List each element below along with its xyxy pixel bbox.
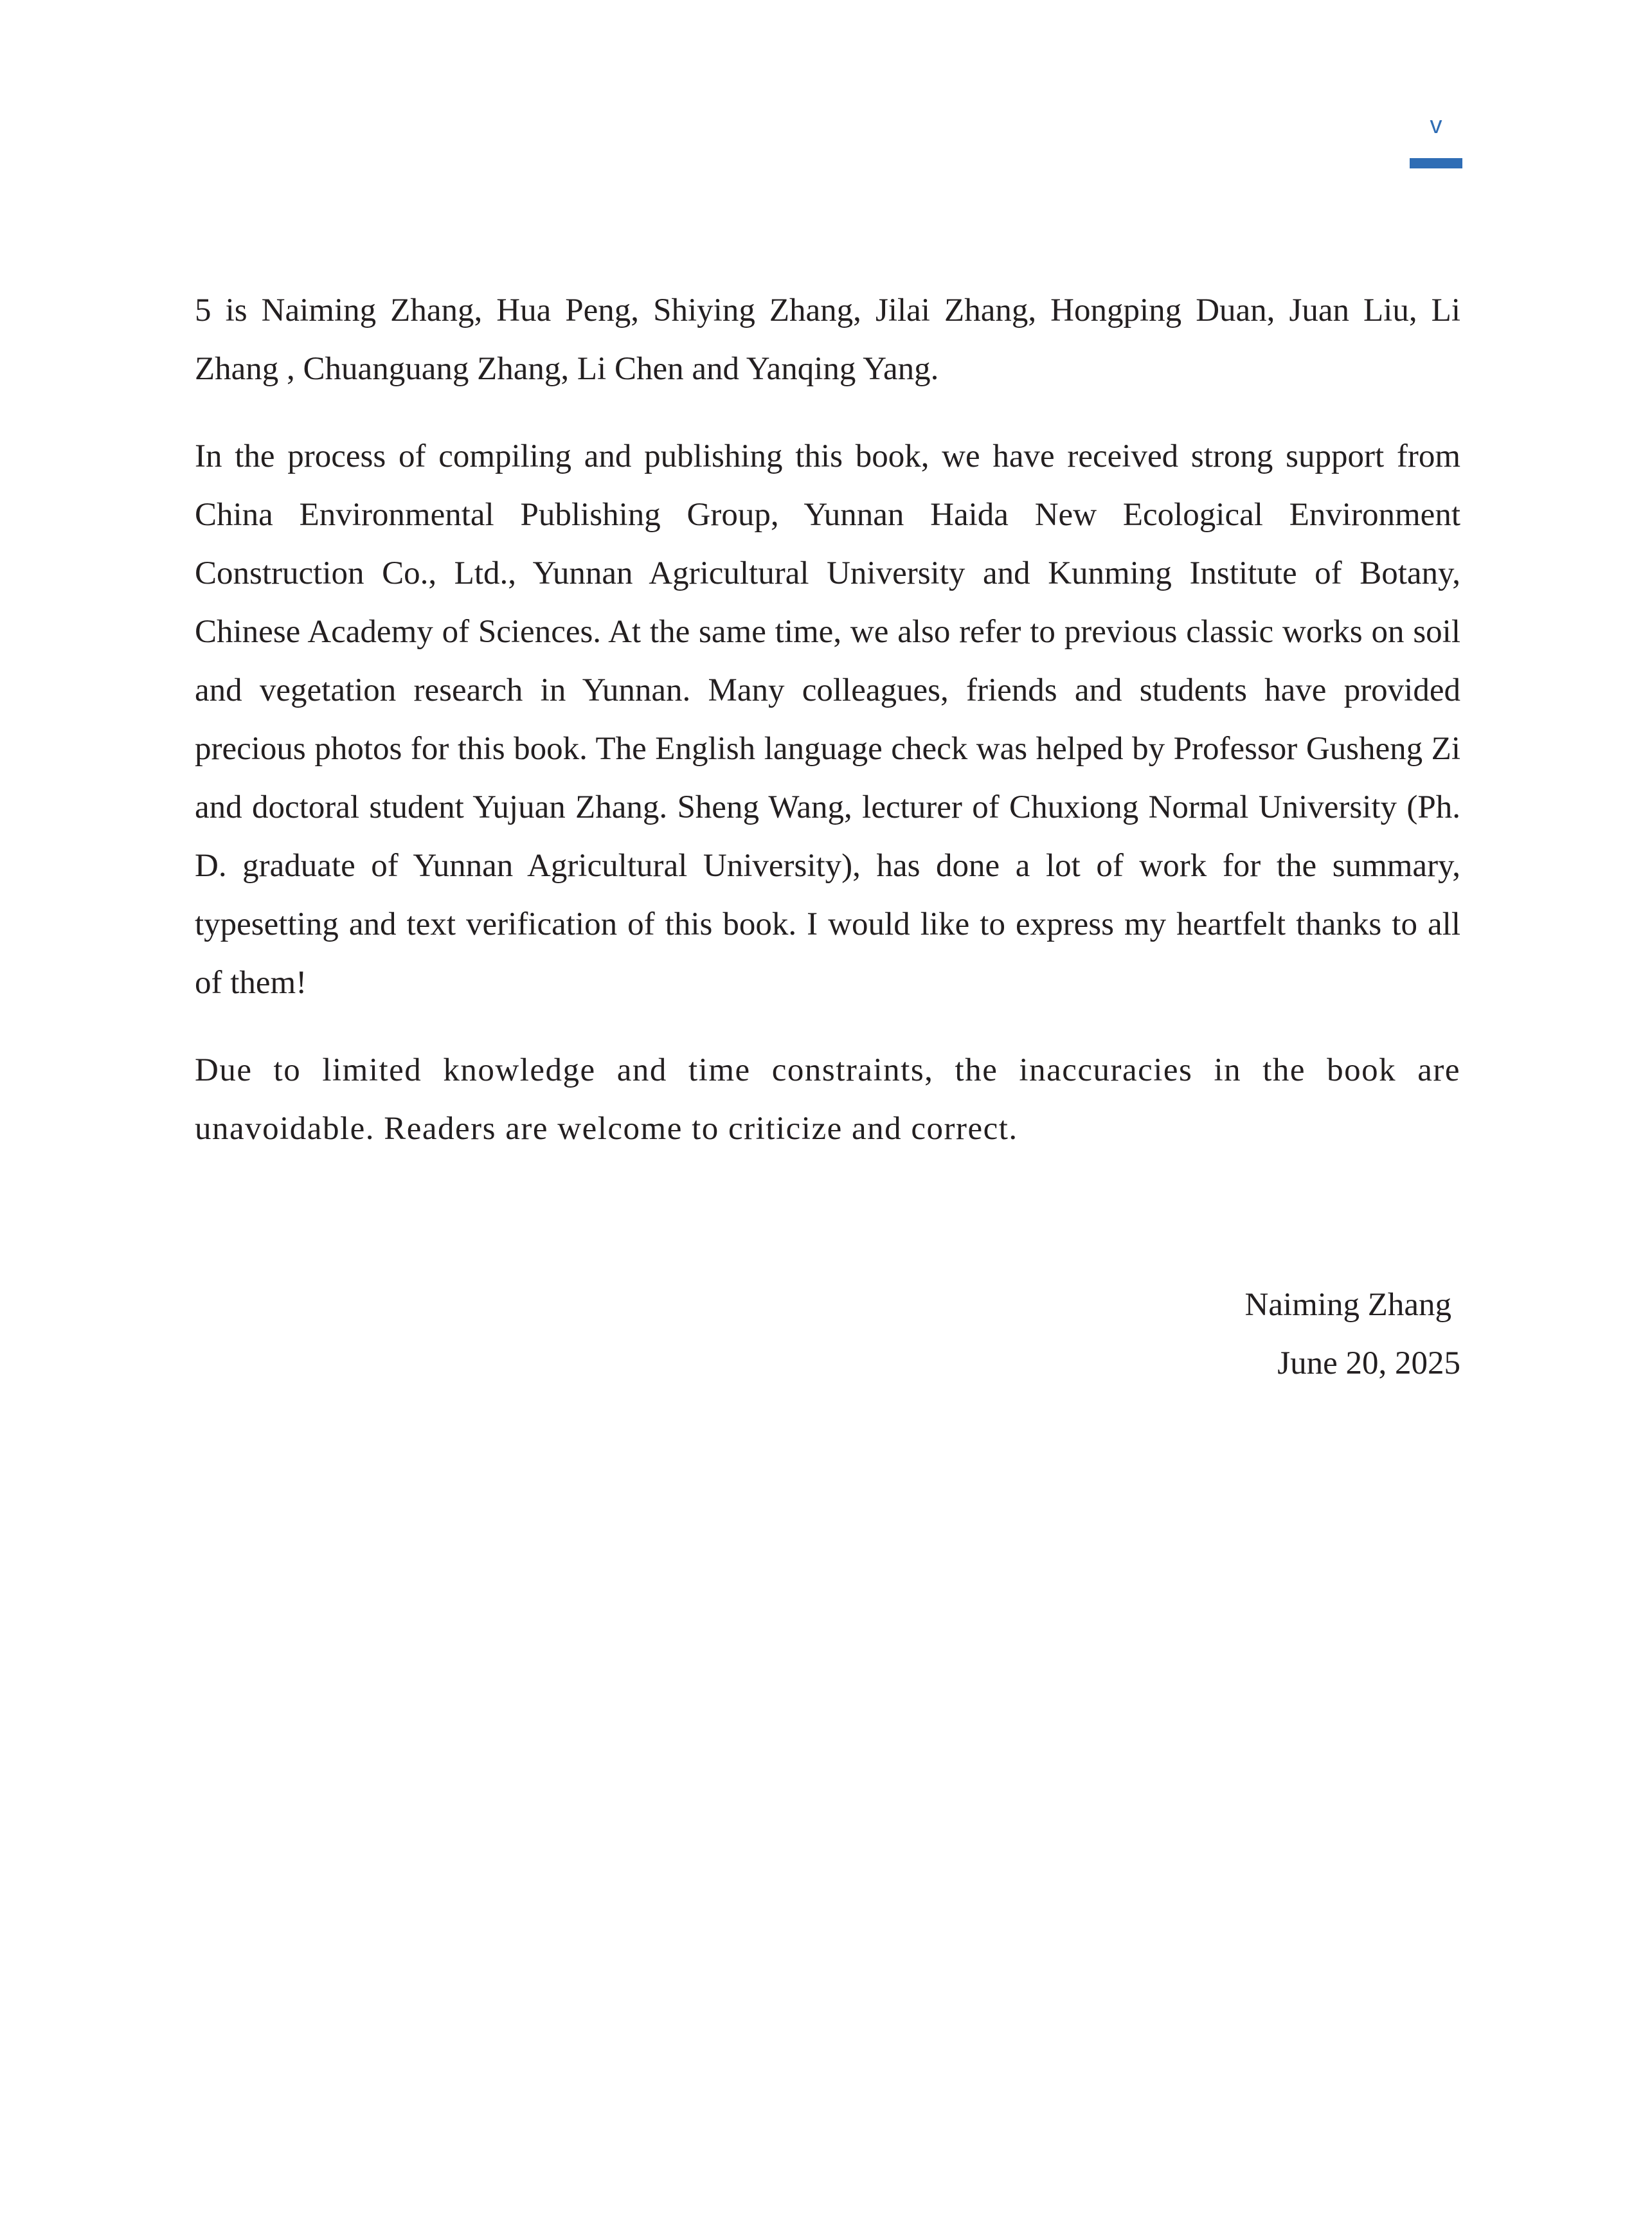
author-name: Naiming Zhang bbox=[1244, 1287, 1451, 1323]
page-number-bar bbox=[1410, 158, 1462, 168]
signature-block bbox=[1244, 1276, 1460, 1393]
paragraph-contributors: 5 is Naiming Zhang, Hua Peng, Shiying Zhang, Jilai Zhang, Hongping Duan, Juan Liu, Li Zhang , Chuanguang Zhang, Li Chen and Yanqing Yang. bbox=[195, 292, 1460, 387]
page-marker bbox=[1410, 109, 1462, 168]
page-number: v bbox=[1430, 112, 1442, 139]
paragraph-disclaimer: Due to limited knowledge and time constraints, the inaccuracies in the book are unavoidable. Readers are welcome to criticize and correct. bbox=[195, 1052, 1460, 1147]
signature-date: June 20, 2025 bbox=[1277, 1345, 1460, 1381]
preface-body bbox=[195, 282, 1460, 1187]
paragraph-acknowledgements: In the process of compiling and publishing this book, we have received strong support from China Environmental Publishing Group, Yunnan Haida New Ecological Environment Construction Co., Ltd., Yunnan Agricultural University and Kunming Institute of Botany, Chinese Academy of Sciences. At the same time, we also refer to previous classic works on soil and vegetation research in Yunnan. Many colleagues, friends and students have provided precious photos for this book. The English language check was helped by Professor Gusheng Zi and doctoral student Yujuan Zhang. Sheng Wang, lecturer of Chuxiong Normal University (Ph. D. graduate of Yunnan Agricultural University), has done a lot of work for the summary, typesetting and text verification of this book. I would like to express my heartfelt thanks to all of them! bbox=[195, 438, 1460, 1001]
